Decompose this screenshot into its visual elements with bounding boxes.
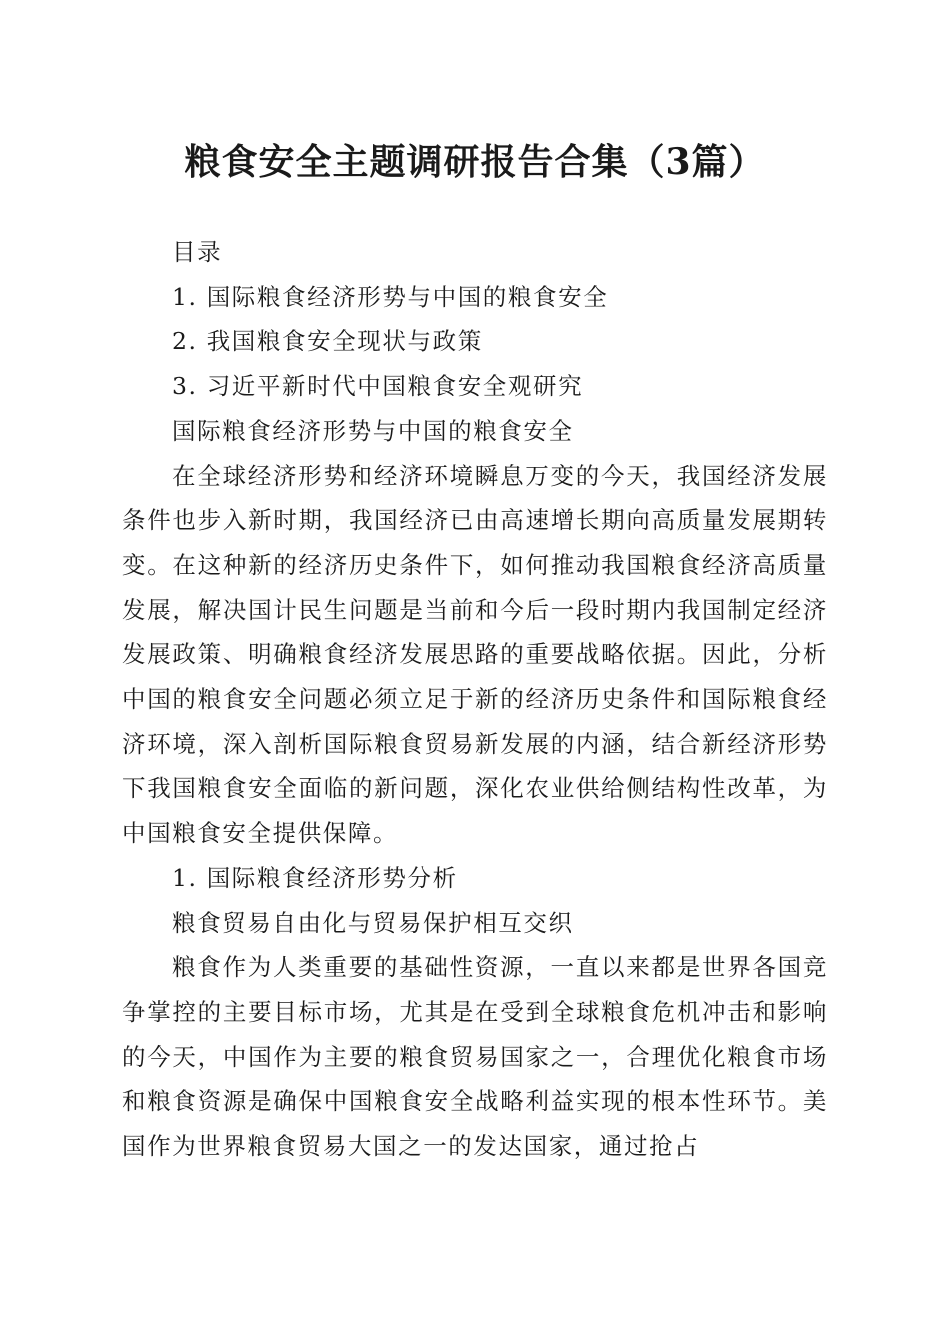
toc-item: 3. 习近平新时代中国粮食安全观研究 (172, 372, 584, 401)
toc-item: 2. 我国粮食安全现状与政策 (172, 327, 483, 356)
document-body (122, 230, 828, 1169)
document-title: 粮食安全主题调研报告合集（3篇） (184, 141, 766, 183)
paragraph: 粮食作为人类重要的基础性资源，一直以来都是世界各国竞争掌控的主要目标市场，尤其是在受到全球粮食危机冲击和影响的今天，中国作为主要的粮食贸易国家之一，合理优化粮食市场和粮食资源是确保中国粮食安全战略利益实现的根本性环节。美国作为世界粮食贸易大国之一的发达国家，通过抢占 (122, 953, 828, 1161)
toc-item: 1. 国际粮食经济形势与中国的粮食安全 (172, 282, 609, 311)
section-heading: 1. 国际粮食经济形势分析 (172, 863, 458, 892)
toc-heading: 目录 (172, 238, 223, 266)
subsection-heading: 粮食贸易自由化与贸易保护相互交织 (172, 908, 574, 937)
article-title: 国际粮食经济形势与中国的粮食安全 (172, 416, 574, 445)
paragraph: 在全球经济形势和经济环境瞬息万变的今天，我国经济发展条件也步入新时期，我国经济已由高速增长期向高质量发展期转变。在这种新的经济历史条件下，如何推动我国粮食经济高质量发展，解决国计民生问题是当前和今后一段时期内我国制定经济发展政策、明确粮食经济发展思路的重要战略依据。因此，分析中国的粮食安全问题必须立足于新的经济历史条件和国际粮食经济环境，深入剖析国际粮食贸易新发展的内涵，结合新经济形势下我国粮食安全面临的新问题，深化农业供给侧结构性改革，为中国粮食安全提供保障。 (122, 461, 828, 848)
